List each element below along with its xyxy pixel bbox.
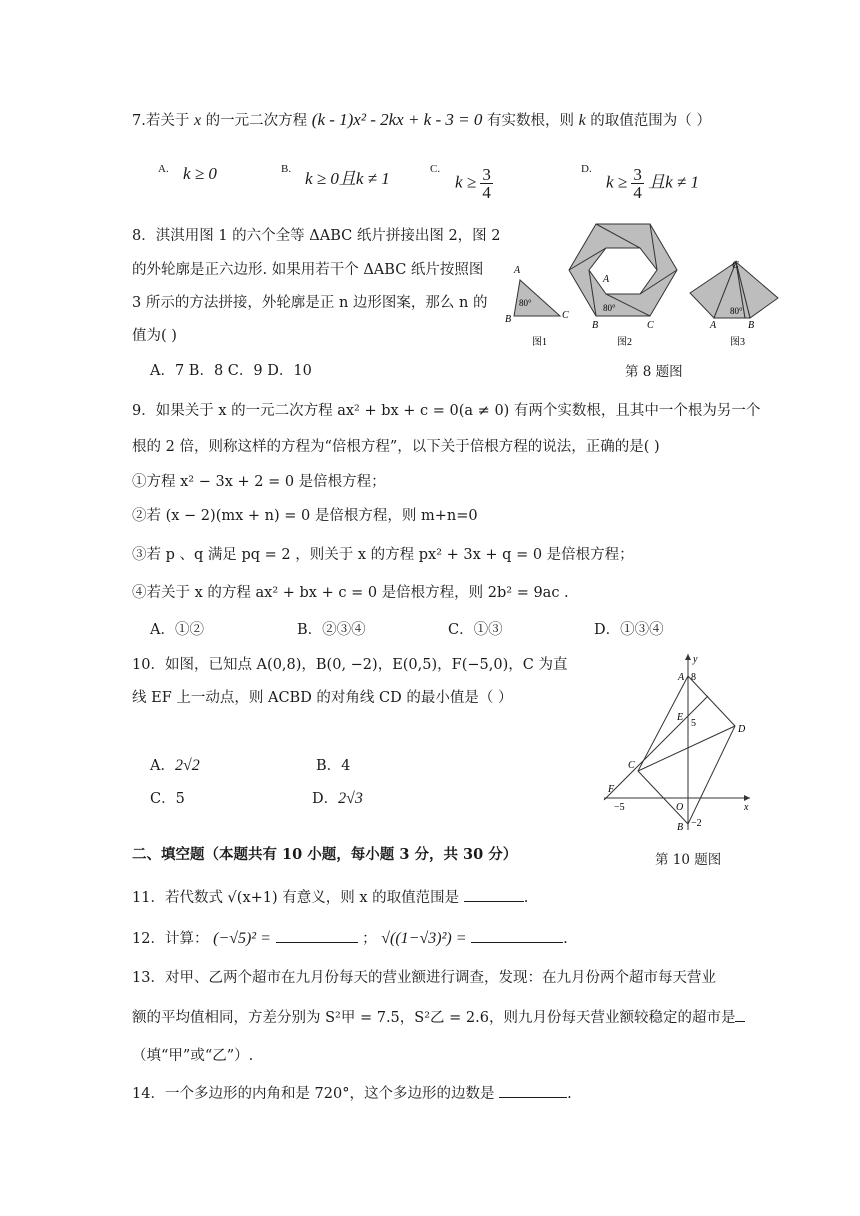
q10-option-a-label: A． [150,758,175,774]
fig10-label-e: E [677,712,684,723]
fig2-angle: 80° [603,303,616,313]
q8-line-4: 值为( ) [132,328,177,344]
q9-item-2: ②若 (x − 2)(mx + n) = 0 是倍根方程，则 m+n=0 [132,508,478,524]
q8-options: A．7 B．8 C．9 D．10 [150,363,312,379]
fig10-label-x: x [744,802,749,813]
q14: 14．一个多边形的内角和是 720°，这个多边形的边数是 . [132,1083,572,1104]
fig10-label-8: 8 [691,672,696,683]
fig10-label-c: C [628,760,635,771]
q9-item-4: ④若关于 x 的方程 ax² + bx + c = 0 是倍根方程，则 2b² = 9ac . [132,585,569,601]
fig10-label-o: O [676,802,684,813]
fig10-label-b: B [677,822,684,833]
fig3-angle: 80° [730,306,743,316]
fig10-label-5: 5 [691,718,696,729]
q9-option-a: A．①② [150,622,204,638]
fig10-label-a: A [678,672,685,683]
fig10-label-minus5: −5 [614,802,625,813]
fig3-label-a: A [710,320,717,331]
fig3-caption: 图3 [730,337,745,348]
fig10-label-minus2: −2 [691,818,702,829]
q12-separator: ； [362,931,377,947]
q7-option-c-den: 4 [482,183,491,202]
q10-option-a-expr: 2√2 [174,757,200,774]
q7-suffix2: 的取值范围为（ ） [590,113,711,129]
q7-option-d-label: D. [581,163,592,175]
q12-prefix: 12．计算： [132,931,209,947]
q10-option-d [312,789,363,809]
section-2-title: 二、填空题（本题共有 10 小题，每小题 3 分，共 30 分） [132,846,518,863]
q10-option-b-expr: 4 [341,758,351,774]
q8-line-1: 8．淇淇用图 1 的六个全等 ΔABC 纸片拼接出图 2，图 2 [132,228,501,244]
fig2-caption: 图2 [617,337,632,348]
q10-option-b [316,756,350,776]
q8-caption: 第 8 题图 [625,364,683,380]
q8-line-3: 3 所示的方法拼接，外轮廓是正 n 边形图案，那么 n 的 [132,295,488,311]
fig1-label-a: A [514,265,521,276]
q7-option-c-num: 3 [482,165,491,184]
q13-line-2: 额的平均值相同，方差分别为 S²甲 = 7.5，S²乙 = 2.6，则九月份每天营业额较稳定的超市是 [132,1010,736,1026]
q8-line-2: 的外轮廓是正六边形. 如果用若干个 ΔABC 纸片按照图 [132,262,484,278]
q7-stem [132,110,711,131]
fig1-label-b: B [505,314,512,325]
q8-figure [500,218,790,353]
q10-option-c-label: C． [150,791,176,807]
q12-expr-2: √((1−√3)²) = [381,930,467,947]
q9-line-1: 9．如果关于 x 的一元二次方程 ax² + bx + c = 0(a ≠ 0) 有两个实数根，且其中一个根为另一个 [132,403,761,419]
q7-prefix: 7.若关于 [132,113,190,129]
fig2-hexagon [569,224,677,316]
q7-option-b-expr: k ≥ 0且k ≠ 1 [305,169,390,188]
q14-text: 14．一个多边形的内角和是 720°，这个多边形的边数是 [132,1086,495,1102]
fig1-caption: 图1 [532,337,547,348]
line-ef [604,696,708,800]
q10-figure [598,648,758,833]
q7-option-c-pre: k ≥ [455,172,477,192]
q10-option-c [150,789,185,809]
q7-var-k: k [578,112,586,129]
q7-option-b-label: B. [281,163,292,175]
q14-answer-blank[interactable] [499,1083,567,1098]
q7-mid: 的一元二次方程 [205,113,308,129]
q7-option-d-fraction [631,166,644,201]
q9-line-2: 根的 2 倍，则称这样的方程为“倍根方程”，以下关于倍根方程的说法，正确的是( ) [132,439,660,455]
q7-option-d-pre: k ≥ [606,172,628,192]
q10-option-a [150,756,200,776]
q7-option-d-den: 4 [633,183,642,202]
q7-option-c-expr [455,166,493,201]
diagonal-cd [638,726,735,771]
q10-line-2: 线 EF 上一动点，则 ACBD 的对角线 CD 的最小值是（ ） [132,690,513,706]
q12-answer-blank-2[interactable] [471,928,563,943]
fig1-label-c: C [562,310,569,321]
q11-answer-blank[interactable] [464,887,524,902]
q10-caption: 第 10 题图 [655,852,722,868]
fig1-angle: 80° [519,298,532,308]
q9-option-b: B．②③④ [297,622,366,638]
fig10-label-y: y [693,654,698,665]
q13-line-1: 13．对甲、乙两个超市在九月份每天的营业额进行调查，发现：在九月份两个超市每天营业 [132,970,716,986]
q10-line-1: 10．如图，已知点 A(0,8)，B(0, −2)，E(0,5)，F(−5,0)，C 为直 [132,657,568,673]
q9-item-1: ①方程 x² − 3x + 2 = 0 是倍根方程； [132,474,386,490]
q7-equation: (k - 1)x² - 2kx + k - 3 = 0 [311,110,483,129]
x-axis-arrow [744,795,750,801]
q7-option-a-expr: k ≥ 0 [183,164,217,183]
fig2-label-b: B [592,320,599,331]
q7-option-d-post: 且k ≠ 1 [648,172,700,192]
q11-text: 11．若代数式 √(x+1) 有意义，则 x 的取值范围是 [132,890,460,906]
q12-answer-blank-1[interactable] [276,928,358,943]
q13-line-2-wrap [132,1007,745,1028]
q7-var-x: x [193,112,202,129]
q7-option-d-num: 3 [633,165,642,184]
q9-option-d: D．①③④ [594,622,664,638]
q7-option-c-label: C. [430,163,441,175]
fig10-label-d: D [738,724,746,735]
fig2-label-a: A [603,274,610,285]
y-axis-arrow [685,654,691,660]
q12: 12．计算： (−√5)² = ； √((1−√3)²) = . [132,930,568,947]
q7-suffix: 有实数根，则 [486,113,574,129]
q9-option-c: C．①③ [448,622,503,638]
q10-option-d-label: D． [312,791,339,807]
fig3-label-c: C [732,260,739,271]
q7-option-c-fraction [480,166,493,201]
q10-option-b-label: B． [316,758,342,774]
parallelogram-acbd [638,676,735,824]
q9-item-3: ③若 p 、q 满足 pq = 2 ，则关于 x 的方程 px² + 3x + q = 0 是倍根方程； [132,547,634,563]
fig2-label-c: C [647,320,654,331]
q13-answer-blank[interactable] [735,1007,745,1022]
q10-option-c-expr: 5 [175,791,185,807]
q13-line-3: （填“甲”或“乙”）. [132,1048,254,1064]
q7-option-d-expr [606,166,699,201]
q7-option-a-label: A. [158,163,169,175]
q10-option-d-expr: 2√3 [338,790,363,807]
q11: 11．若代数式 √(x+1) 有意义，则 x 的取值范围是 . [132,887,528,908]
fig10-label-f: F [608,784,615,795]
q12-expr-1: (−√5)² = [213,930,271,947]
fig3-label-b: B [748,320,755,331]
